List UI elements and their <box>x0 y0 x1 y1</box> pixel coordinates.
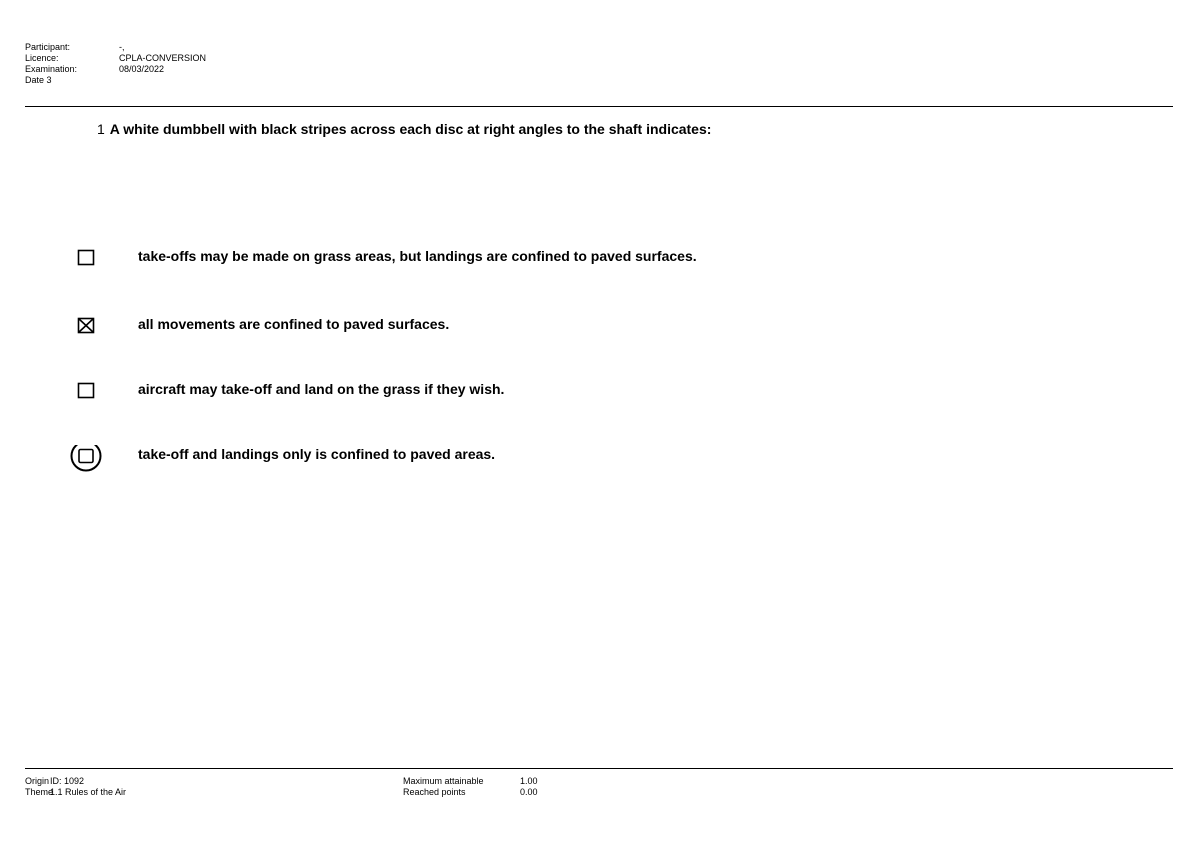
date-label: Date 3 <box>25 75 52 85</box>
footer-divider <box>25 768 1173 769</box>
reached-points-label: Reached points <box>403 787 466 797</box>
reached-points-value: 0.00 <box>520 787 538 797</box>
answer-text: take-off and landings only is confined to paved areas. <box>138 446 496 462</box>
answer-text: all movements are confined to paved surfaces. <box>138 316 450 332</box>
origin-row <box>25 776 126 787</box>
answer-option-3[interactable] <box>64 380 784 410</box>
origin-value: ID: 1092 <box>50 776 85 786</box>
examination-value: 08/03/2022 <box>119 64 165 74</box>
question-number: 1 <box>97 121 105 137</box>
empty-checkbox-icon[interactable] <box>64 380 110 410</box>
circled-checkbox-icon[interactable] <box>64 445 110 475</box>
answer-option-1[interactable] <box>64 247 784 277</box>
licence-value: CPLA-CONVERSION <box>119 53 207 63</box>
theme-row <box>25 787 126 798</box>
participant-value: -, <box>119 42 125 52</box>
origin-label: Origin <box>25 776 50 786</box>
participant-info <box>25 42 206 86</box>
crossed-checkbox-icon[interactable] <box>64 315 110 345</box>
max-points-value: 1.00 <box>520 776 538 786</box>
answer-option-2[interactable] <box>64 315 784 345</box>
question <box>97 121 711 138</box>
participant-row <box>25 42 206 53</box>
date-row <box>25 75 206 86</box>
reached-points-row <box>403 787 538 798</box>
footer-origin-theme <box>25 776 126 798</box>
max-points-row <box>403 776 538 787</box>
examination-label: Examination: <box>25 64 78 74</box>
licence-label: Licence: <box>25 53 59 63</box>
licence-row <box>25 53 206 64</box>
answer-text: aircraft may take-off and land on the grass if they wish. <box>138 381 505 397</box>
footer-points <box>403 776 538 798</box>
answer-text: take-offs may be made on grass areas, but landings are confined to paved surfaces. <box>138 248 697 264</box>
max-points-label: Maximum attainable <box>403 776 484 786</box>
answer-option-4[interactable] <box>64 445 784 475</box>
theme-value: 1.1 Rules of the Air <box>50 787 127 797</box>
examination-row <box>25 64 206 75</box>
participant-label: Participant: <box>25 42 71 52</box>
empty-checkbox-icon[interactable] <box>64 247 110 277</box>
header-divider <box>25 106 1173 107</box>
question-text: A white dumbbell with black stripes across each disc at right angles to the shaft indicates: <box>109 121 712 137</box>
theme-label: Theme <box>25 787 54 797</box>
